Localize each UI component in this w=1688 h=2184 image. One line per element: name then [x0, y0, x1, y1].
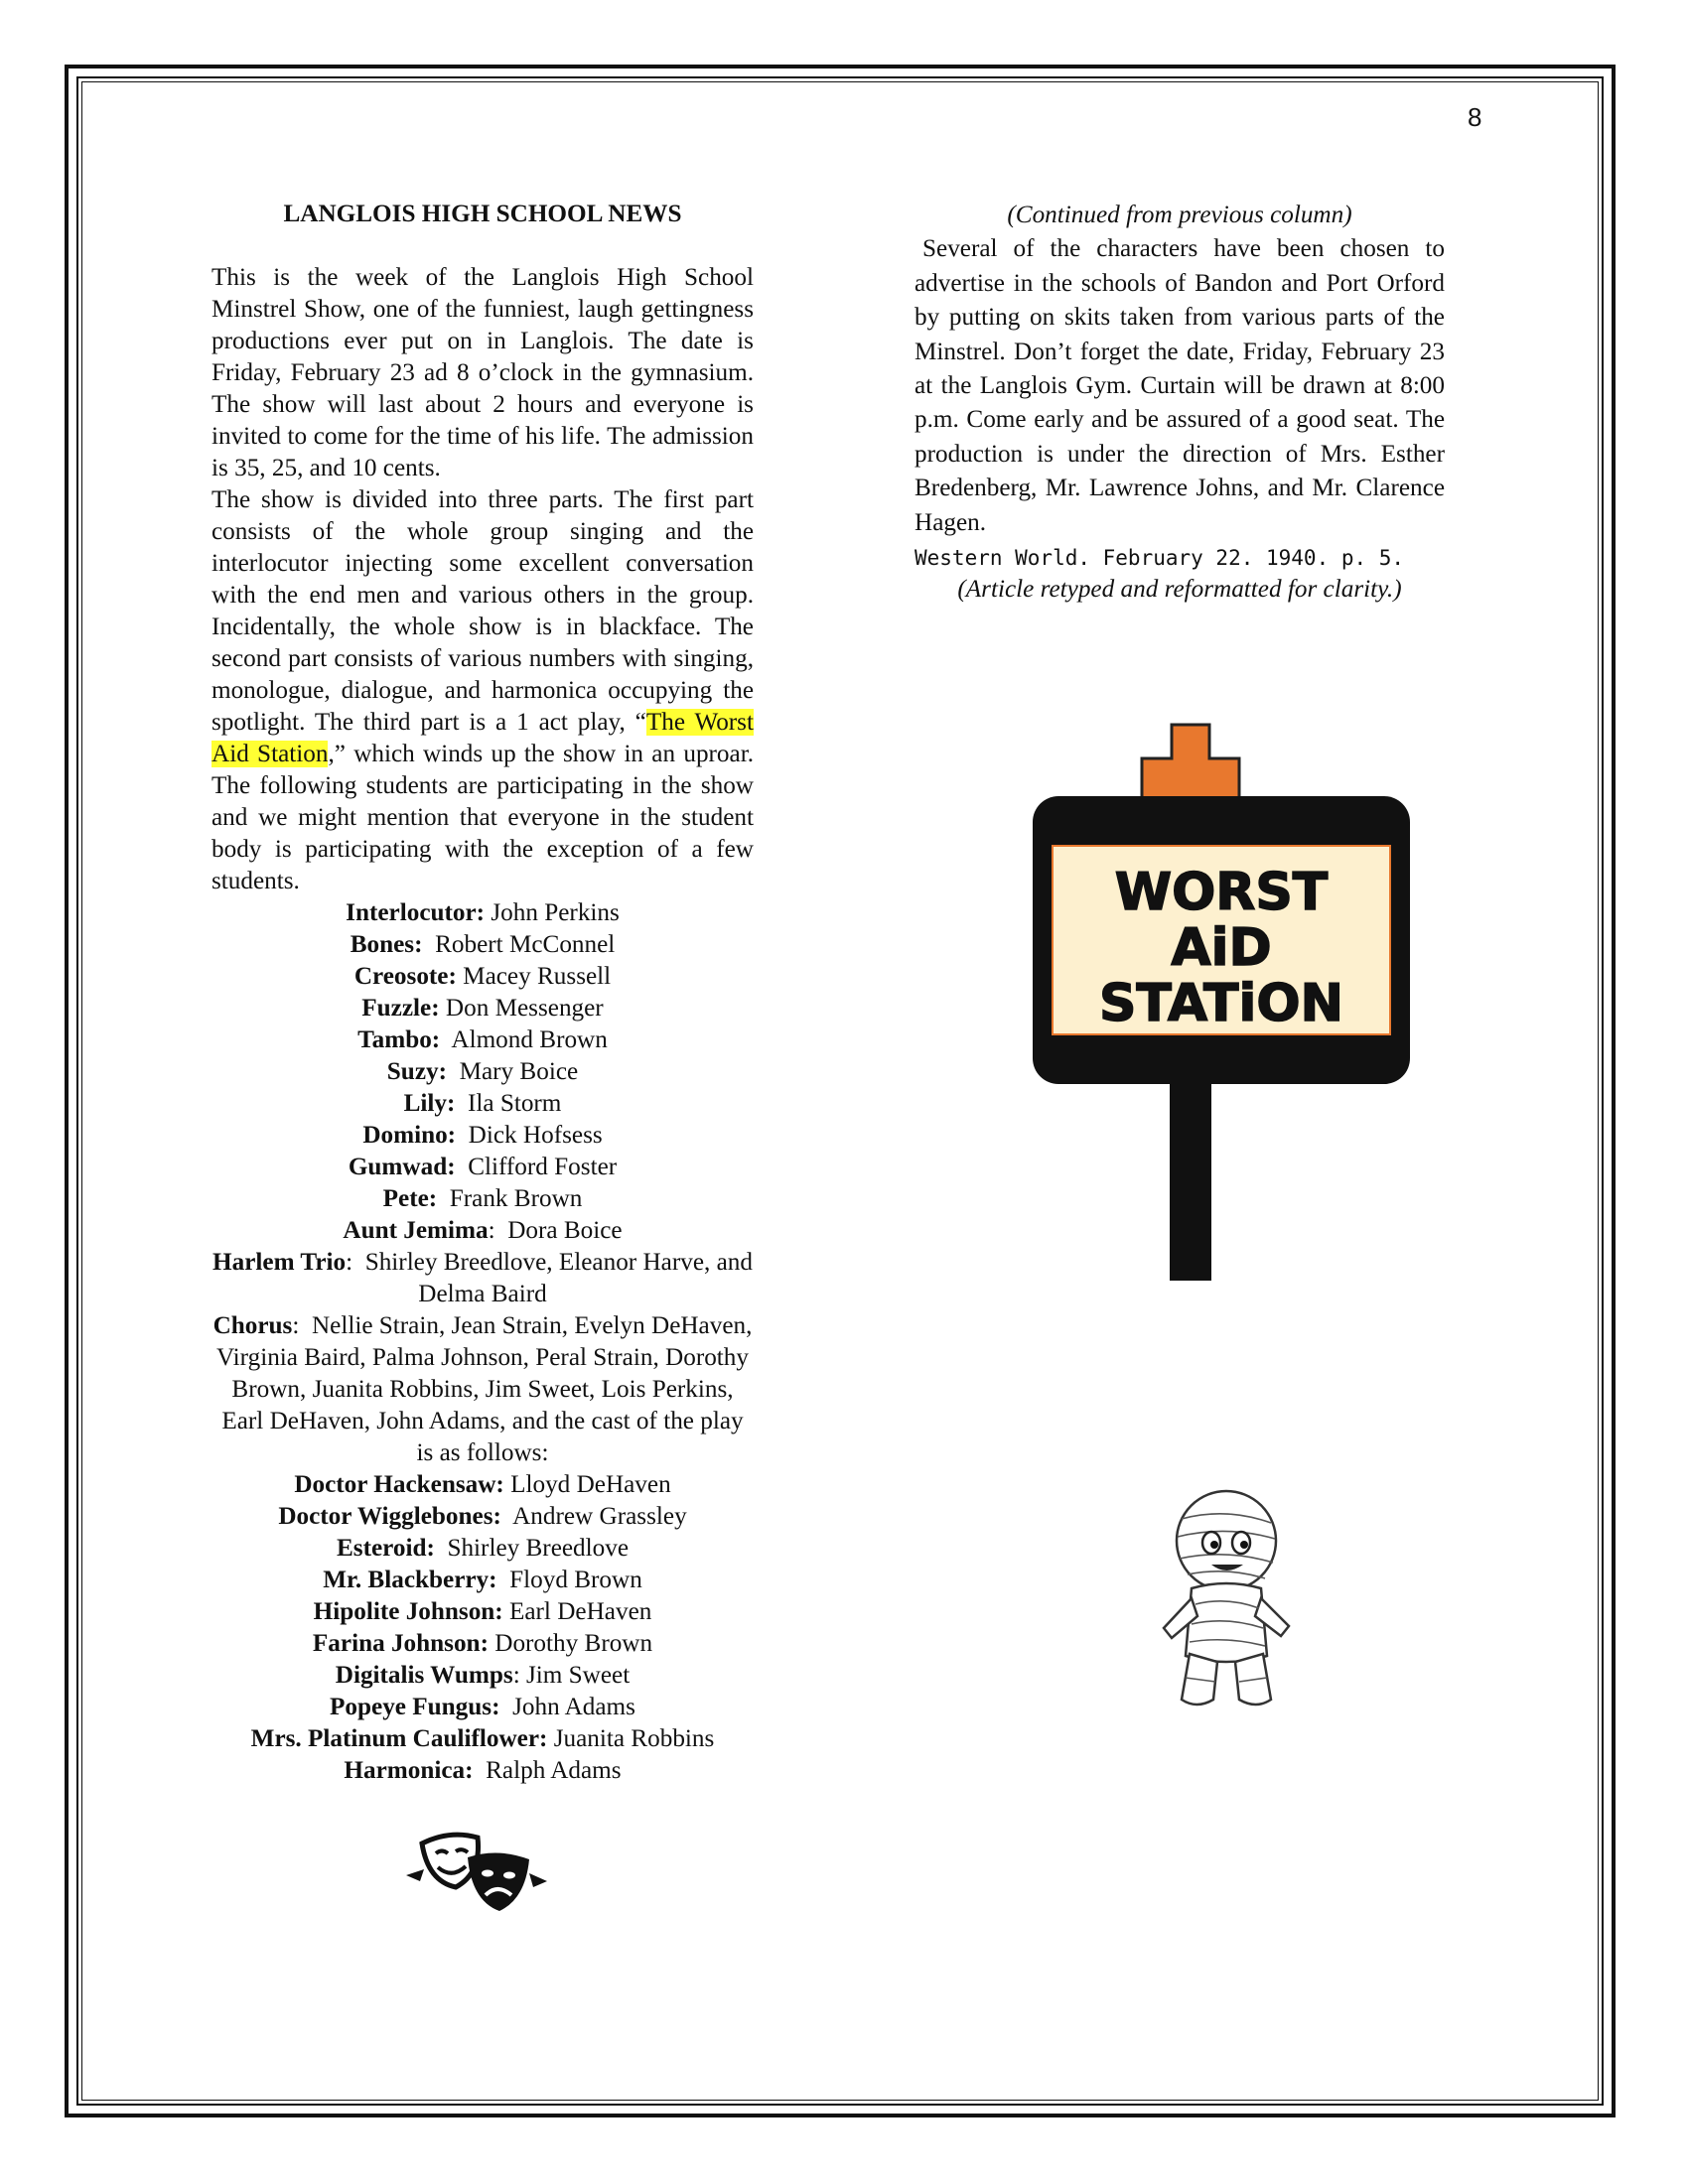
- cast-entry: [211, 1660, 754, 1692]
- cast-entry: [211, 897, 754, 929]
- cast-entry: [211, 1723, 754, 1755]
- cast-role: Popeye Fungus:: [330, 1694, 500, 1720]
- cast-entry: [211, 1152, 754, 1183]
- cast-entry: [211, 1024, 754, 1056]
- mummy-illustration: [1142, 1479, 1311, 1717]
- cast-role: Suzy:: [386, 1058, 447, 1085]
- cast-entry: [211, 1215, 754, 1247]
- cast-member: Dorothy Brown: [488, 1630, 653, 1657]
- cast-member: Don Messenger: [439, 995, 604, 1022]
- article-paragraph-3: Several of the characters have been chosen to advertise in the schools of Bandon and Port Orford by putting on skits taken from various parts of the Minstrel. Don’t forget the date, Friday, February 23 at the Langlois Gym. Curtain will be drawn at 8:00 p.m. Come early and be assured of a good seat. The production is under the direction of Mrs. Esther Bredenberg, Mr. Lawrence Johns, and Mr. Clarence Hagen.: [914, 235, 1445, 536]
- cast-role: Interlocutor:: [346, 899, 486, 926]
- continued-note: (Continued from previous column): [1007, 202, 1352, 228]
- article-heading: LANGLOIS HIGH SCHOOL NEWS: [283, 201, 682, 227]
- cast-member: John Perkins: [485, 899, 620, 926]
- cast-member: Clifford Foster: [455, 1154, 618, 1180]
- cast-member: Andrew Grassley: [500, 1503, 687, 1530]
- cast-entry: [211, 1247, 760, 1310]
- cast-entry: [211, 1088, 754, 1120]
- cast-role: Tambo:: [357, 1026, 441, 1053]
- cast-role: Esteroid:: [336, 1535, 435, 1562]
- cast-entry: [211, 1533, 754, 1565]
- cast-entry: [211, 993, 754, 1024]
- cast-role: Bones:: [350, 931, 423, 958]
- cast-role: Fuzzle:: [361, 995, 440, 1022]
- cast-role: Hipolite Johnson:: [313, 1598, 503, 1625]
- sign-line-3: STATiON: [1098, 974, 1344, 1033]
- cast-member: Ila Storm: [455, 1090, 562, 1117]
- paragraph-2-start: The show is divided into three parts. The first part consists of the whole group singing and the interlocutor injecting some excellent conversation with the end men and various others in the group. Incidentally, the whole show is in blackface. The second part consists of various numbers with singing, monologue, dialogue, and harmonica occupying the spotlight. The third part is a 1 act play, “: [211, 486, 754, 736]
- cast-entry: [211, 1310, 759, 1469]
- cast-member: : Nellie Strain, Jean Strain, Evelyn DeHaven, Virginia Baird, Palma Johnson, Peral Strain, Dorothy Brown, Juanita Robbins, Jim Sweet, Lois Perkins, Earl DeHaven, John Adams, and the cast of the play is as follows:: [216, 1312, 759, 1466]
- cast-member: : Jim Sweet: [512, 1662, 631, 1689]
- cast-member: Ralph Adams: [473, 1757, 622, 1784]
- cast-entry: [211, 1692, 754, 1723]
- cast-member: Frank Brown: [437, 1185, 583, 1212]
- cast-entry: [211, 1056, 754, 1088]
- cast-member: : Shirley Breedlove, Eleanor Harve, and Delma Baird: [346, 1249, 760, 1307]
- cast-role: Farina Johnson:: [312, 1630, 489, 1657]
- worst-aid-station-sign: [1033, 705, 1430, 1281]
- retype-note: (Article retyped and reformatted for clarity.): [957, 576, 1402, 604]
- play-title-highlight: The Worst Aid Station: [211, 709, 754, 767]
- sign-line-1: WORST: [1114, 863, 1329, 922]
- article-right-column: [914, 199, 1445, 606]
- cast-role: Mr. Blackberry:: [323, 1567, 497, 1593]
- article-paragraph-2: [211, 484, 754, 897]
- cast-role: Mrs. Platinum Cauliflower:: [250, 1725, 548, 1752]
- cast-member: Earl DeHaven: [502, 1598, 652, 1625]
- page-number: 8: [1468, 102, 1482, 132]
- cast-role: Harmonica:: [344, 1757, 474, 1784]
- cast-entry: [211, 1755, 754, 1787]
- article-left-column: [211, 199, 760, 1787]
- paragraph-2-end: ,” which winds up the show in an uproar. The following students are participating in the show and we might mention that everyone in the student body is participating with the exception of a few students.: [211, 741, 754, 894]
- theater-masks-icon: [402, 1822, 551, 1916]
- cast-entry: [211, 929, 754, 961]
- cast-member: : Dora Boice: [488, 1217, 623, 1244]
- cast-entry: [211, 1183, 754, 1215]
- cast-entry: [211, 1469, 754, 1501]
- cast-list: [211, 897, 760, 1787]
- cast-member: Macey Russell: [456, 963, 612, 990]
- article-paragraph-1: This is the week of the Langlois High School Minstrel Show, one of the funniest, laugh gettingness productions ever put on in Langlois. The date is Friday, February 23 ad 8 o’clock in the gymnasium. The show will last about 2 hours and everyone is invited to come for the time of his life. The admission is 35, 25, and 10 cents.: [211, 264, 754, 481]
- source-citation: Western World. February 22. 1940. p. 5.: [914, 546, 1405, 571]
- cast-entry: [211, 961, 754, 993]
- cast-role: Domino:: [362, 1122, 457, 1149]
- cast-member: Almond Brown: [440, 1026, 608, 1053]
- sign-line-2: AiD: [1171, 918, 1272, 978]
- cast-role: Doctor Wigglebones:: [278, 1503, 501, 1530]
- cast-member: Robert McConnel: [422, 931, 616, 958]
- cast-member: Lloyd DeHaven: [503, 1471, 671, 1498]
- cast-role: Aunt Jemima: [343, 1217, 489, 1244]
- cast-role: Gumwad:: [348, 1154, 456, 1180]
- cast-member: Floyd Brown: [496, 1567, 642, 1593]
- cast-role: Chorus: [212, 1312, 293, 1339]
- cast-member: Juanita Robbins: [547, 1725, 715, 1752]
- cast-role: Pete:: [382, 1185, 438, 1212]
- cast-role: Creosote:: [353, 963, 457, 990]
- cast-entry: [211, 1501, 754, 1533]
- cast-entry: [211, 1565, 754, 1596]
- cast-entry: [211, 1596, 754, 1628]
- cast-member: Shirley Breedlove: [434, 1535, 630, 1562]
- cast-member: John Adams: [499, 1694, 635, 1720]
- cast-member: Mary Boice: [446, 1058, 579, 1085]
- cast-role: Doctor Hackensaw:: [294, 1471, 504, 1498]
- cast-member: Dick Hofsess: [456, 1122, 603, 1149]
- cast-role: Lily:: [403, 1090, 456, 1117]
- cast-entry: [211, 1628, 754, 1660]
- cast-role: Digitalis Wumps: [335, 1662, 513, 1689]
- cast-entry: [211, 1120, 754, 1152]
- cast-role: Harlem Trio: [212, 1249, 347, 1276]
